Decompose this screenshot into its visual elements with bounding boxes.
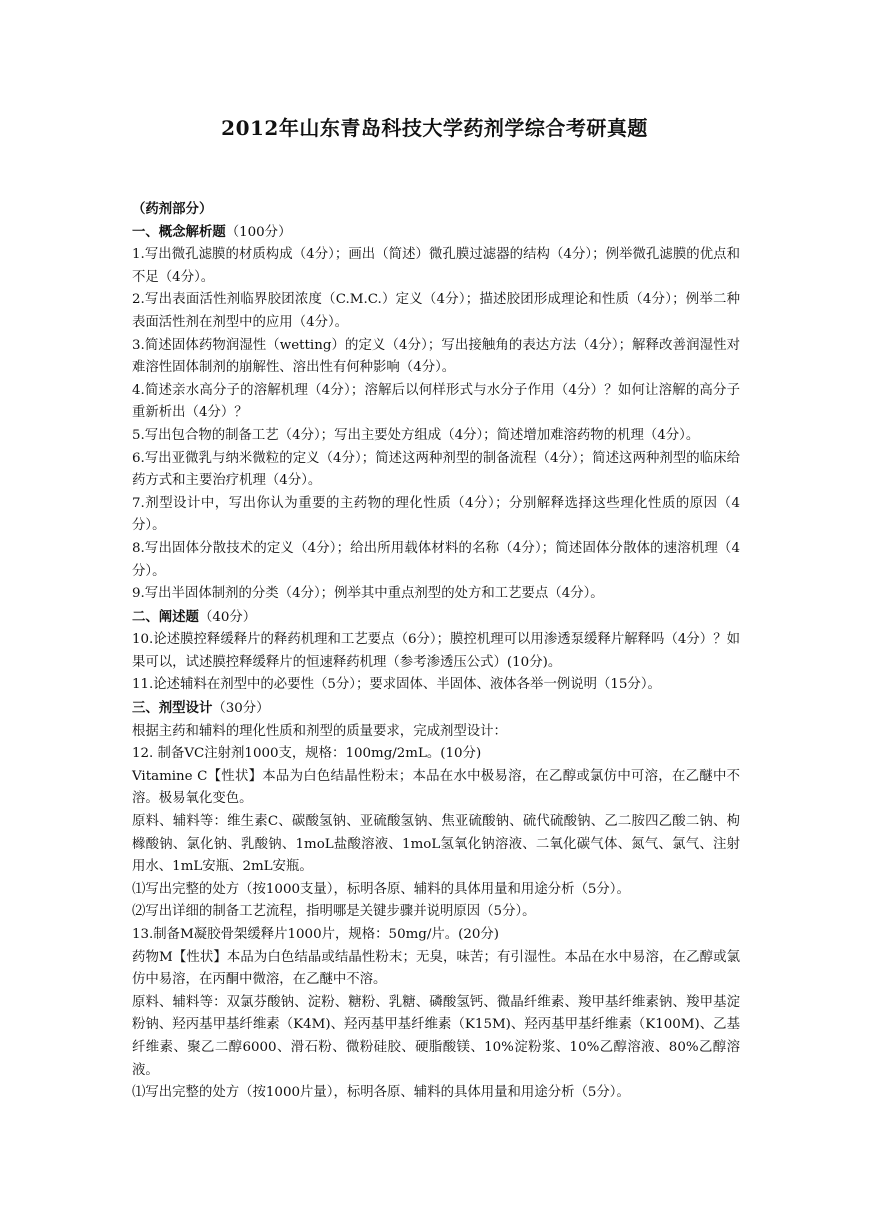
section-heading-3 <box>132 697 740 721</box>
question-4: 4.简述亲水高分子的溶解机理（4分）；溶解后以何样形式与水分子作用（4分）？如何让溶解的高分子重新析出（4分）？ <box>132 382 740 421</box>
drug-properties-vc: Vitamine C【性状】本品为白色结晶性粉末；本品在水中极易溶，在乙醇或氯仿中可溶，在乙醚中不溶。极易氧化变色。 <box>132 768 740 807</box>
part-label: （药剂部分） <box>132 201 213 217</box>
question-9: 9.写出半固体制剂的分类（4分）；例举其中重点剂型的处方和工艺要点（4分）。 <box>132 586 604 602</box>
question-2: 2.写出表面活性剂临界胶团浓度（C.M.C.）定义（4分）；描述胶团形成理论和性质（4分）；例举二种表面活性剂在剂型中的应用（4分）。 <box>132 292 740 330</box>
question-12: 12. 制备VC注射剂1000支，规格：100mg/2mL。(10分) <box>132 746 482 762</box>
materials-list-m: 原料、辅料等：双氯芬酸钠、淀粉、糖粉、乳糖、磷酸氢钙、微晶纤维素、羧甲基纤维素钠、羧甲基淀粉钠、羟丙基甲基纤维素（K4M)、羟丙基甲基纤维素（K15M)、羟丙基甲基纤维素（K100M)、乙基纤维素、聚乙二醇6000、滑石粉、微粉硅胶、硬脂酸镁、10%淀粉浆、10%乙醇溶液、80%乙醇溶液。 <box>132 994 740 1078</box>
document-body <box>132 198 740 1105</box>
question-13: 13.制备M凝胶骨架缓释片1000片，规格：50mg/片。(20分) <box>132 927 500 942</box>
question-3: 3.简述固体药物润湿性（wetting）的定义（4分）；写出接触角的表达方法（4分）；解释改善润湿性对难溶性固体制剂的崩解性、溶出性有何种影响（4分）。 <box>132 337 740 376</box>
section-score: （30分） <box>212 701 270 717</box>
materials-list-vc: 原料、辅料等：维生素C、碳酸氢钠、亚硫酸氢钠、焦亚硫酸钠、硫代硫酸钠、乙二胺四乙酸二钠、枸橼酸钠、氯化钠、乳酸钠、1moL盐酸溶液、1moL氢氧化钠溶液、二氧化碳气体、氮气、氯气、注射用水、1mL安瓶、2mL安瓶。 <box>132 814 740 875</box>
question-7: 7.剂型设计中，写出你认为重要的主药物的理化性质（4分）；分别解释选择这些理化性质的原因（4分）。 <box>132 495 740 534</box>
document-title: 2012年山东青岛科技大学药剂学综合考研真题 <box>221 116 648 140</box>
section-score: （40分） <box>198 609 257 625</box>
section-heading-2 <box>132 606 740 630</box>
section-title: 三、剂型设计 <box>132 700 213 717</box>
question-6: 6.写出亚微乳与纳米微粒的定义（4分）；简述这两种剂型的制备流程（4分）；简述这两种剂型的临床给药方式和主要治疗机理（4分）。 <box>132 450 740 489</box>
section-score: （100分） <box>225 224 292 240</box>
sub-question-13-1: ⑴写出完整的处方（按1000片量），标明各原、辅料的具体用量和用途分析（5分）。 <box>132 1085 630 1101</box>
section-title: 一、概念解析题 <box>132 223 226 240</box>
question-1: 1.写出微孔滤膜的材质构成（4分）；画出（简述）微孔膜过滤器的结构（4分）；例举微孔滤膜的优点和不足（4分）。 <box>132 247 740 285</box>
section-intro: 根据主药和辅料的理化性质和剂型的质量要求，完成剂型设计： <box>132 723 507 739</box>
section-title: 二、阐述题 <box>132 608 199 625</box>
sub-question-12-2: ⑵写出详细的制备工艺流程，指明哪是关键步骤并说明原因（5分）。 <box>132 904 536 920</box>
question-8: 8.写出固体分散技术的定义（4分）；给出所用载体材料的名称（4分）；简述固体分散体的速溶机理（4分）。 <box>132 540 740 579</box>
section-heading-1 <box>132 221 740 245</box>
sub-question-12-1: ⑴写出完整的处方（按1000支量），标明各原、辅料的具体用量和用途分析（5分）。 <box>132 881 630 897</box>
question-5: 5.写出包合物的制备工艺（4分）；写出主要处方组成（4分）；简述增加难溶药物的机理（4分）。 <box>132 427 700 443</box>
drug-properties-m: 药物M【性状】本品为白色结晶或结晶性粉末；无臭，味苦；有引湿性。本品在水中易溶，在乙醇或氯仿中易溶，在丙酮中微溶，在乙醚中不溶。 <box>132 949 740 988</box>
question-11: 11.论述辅料在剂型中的必要性（5分）；要求固体、半固体、液体各举一例说明（15分）。 <box>132 677 661 693</box>
question-10: 10.论述膜控释缓释片的释药机理和工艺要点（6分）；膜控机理可以用渗透泵缓释片解释吗（4分）？如果可以，试述膜控释缓释片的恒速释药机理（参考渗透压公式）(10分)。 <box>132 632 740 670</box>
